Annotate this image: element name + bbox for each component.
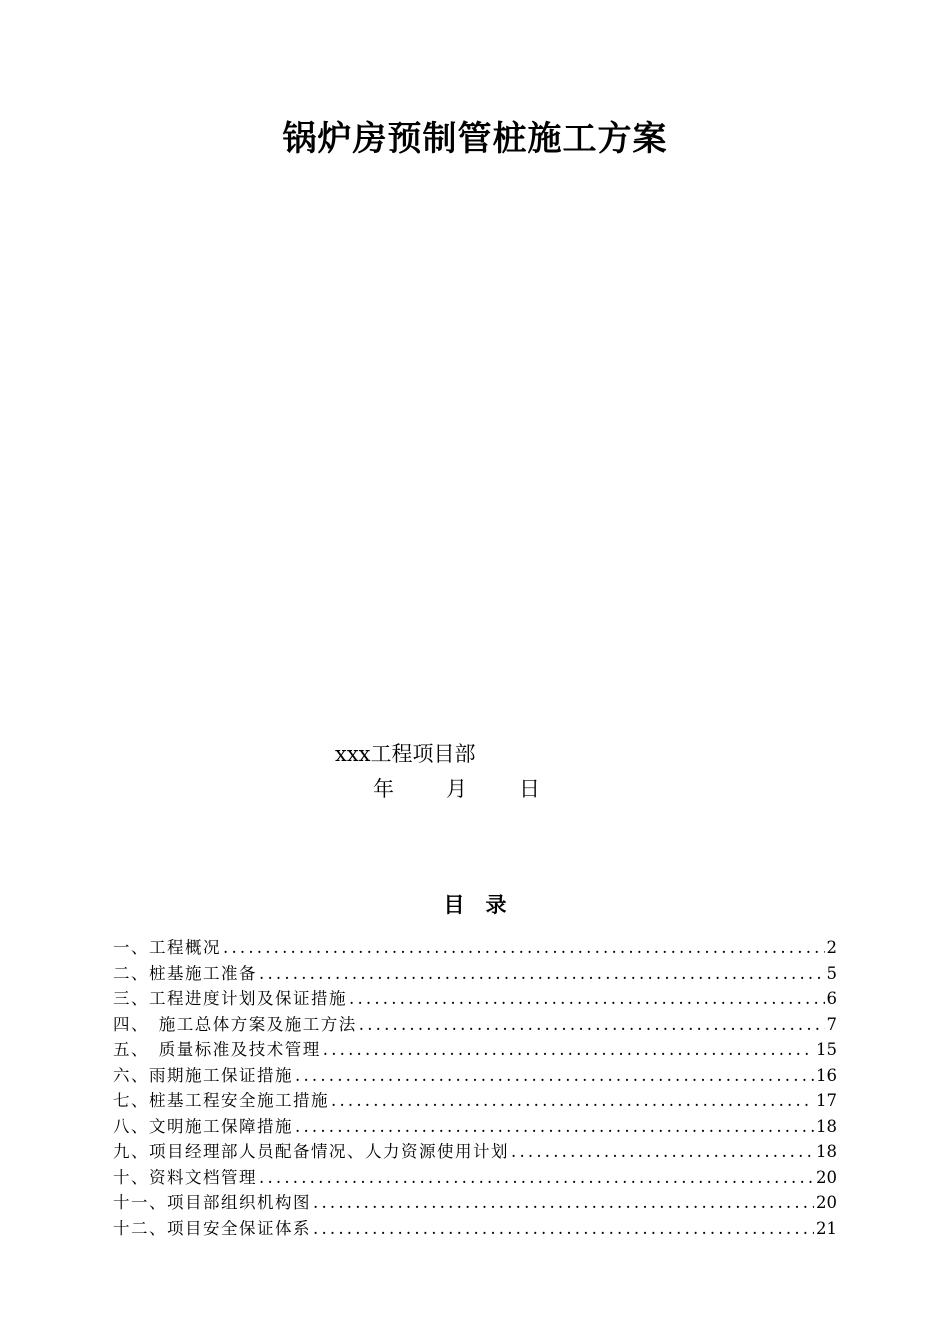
- document-title: 锅炉房预制管桩施工方案: [282, 119, 668, 159]
- toc-entry-page-number: 18: [816, 1142, 837, 1161]
- toc-entry-page-number: 2: [826, 938, 837, 957]
- toc-entry[interactable]: [113, 1216, 837, 1242]
- toc-entry-page-number: 17: [816, 1091, 837, 1110]
- date-day-label: 日: [519, 777, 540, 801]
- toc-entry-title: 一、工程概况: [113, 938, 221, 957]
- toc-entry-page-number: 6: [826, 989, 837, 1008]
- toc-dot-leader: [357, 1012, 825, 1038]
- toc-entry[interactable]: [113, 1165, 837, 1191]
- toc-entry[interactable]: [113, 1037, 837, 1063]
- toc-entry[interactable]: [113, 1114, 837, 1140]
- date-line: [0, 775, 950, 803]
- toc-dot-leader: [329, 1088, 814, 1114]
- toc-entry-title: 四、 施工总体方案及施工方法: [113, 1014, 357, 1034]
- toc-entry-page-number: 20: [816, 1167, 837, 1187]
- toc-entry-title: 十二、项目安全保证体系: [113, 1218, 311, 1238]
- toc-entry-title: 五、 质量标准及技术管理: [113, 1040, 321, 1059]
- organization-name: xxx工程项目部: [335, 742, 476, 766]
- toc-dot-leader: [321, 1037, 814, 1063]
- toc-dot-leader: [347, 986, 825, 1012]
- toc-entry[interactable]: [113, 935, 837, 961]
- toc-dot-leader: [257, 961, 825, 987]
- toc-entry-title: 十一、项目部组织机构图: [113, 1193, 311, 1212]
- toc-dot-leader: [311, 1190, 814, 1216]
- date-year-label: 年: [373, 777, 394, 801]
- toc-entry[interactable]: [113, 1063, 837, 1089]
- toc-entry[interactable]: [113, 1088, 837, 1114]
- toc-entry-title: 十、资料文档管理: [113, 1167, 257, 1187]
- toc-entry[interactable]: [113, 1190, 837, 1216]
- toc-dot-leader: [509, 1139, 814, 1165]
- toc-entry-title: 八、文明施工保障措施: [113, 1116, 293, 1136]
- table-of-contents: [113, 935, 837, 1241]
- toc-entry-page-number: 21: [816, 1218, 837, 1238]
- toc-entry-page-number: 20: [816, 1193, 837, 1212]
- toc-entry-title: 六、雨期施工保证措施: [113, 1065, 293, 1085]
- toc-entry-page-number: 15: [816, 1040, 837, 1059]
- toc-entry-title: 二、桩基施工准备: [113, 963, 257, 983]
- toc-dot-leader: [293, 1063, 814, 1089]
- toc-entry-page-number: 5: [826, 963, 837, 983]
- toc-entry-page-number: 7: [826, 1014, 837, 1034]
- toc-heading: 目 录: [443, 893, 507, 917]
- toc-entry-page-number: 18: [816, 1116, 837, 1136]
- toc-entry-title: 三、工程进度计划及保证措施: [113, 989, 347, 1008]
- toc-dot-leader: [257, 1165, 814, 1191]
- toc-entry-page-number: 16: [816, 1065, 837, 1085]
- date-month-label: 月: [446, 777, 467, 801]
- toc-entry-title: 七、桩基工程安全施工措施: [113, 1091, 329, 1110]
- toc-dot-leader: [311, 1216, 814, 1242]
- toc-dot-leader: [221, 935, 825, 961]
- toc-entry[interactable]: [113, 1012, 837, 1038]
- toc-dot-leader: [293, 1114, 814, 1140]
- toc-entry[interactable]: [113, 961, 837, 987]
- toc-entry[interactable]: [113, 986, 837, 1012]
- toc-entry-title: 九、项目经理部人员配备情况、人力资源使用计划: [113, 1142, 509, 1161]
- toc-entry[interactable]: [113, 1139, 837, 1165]
